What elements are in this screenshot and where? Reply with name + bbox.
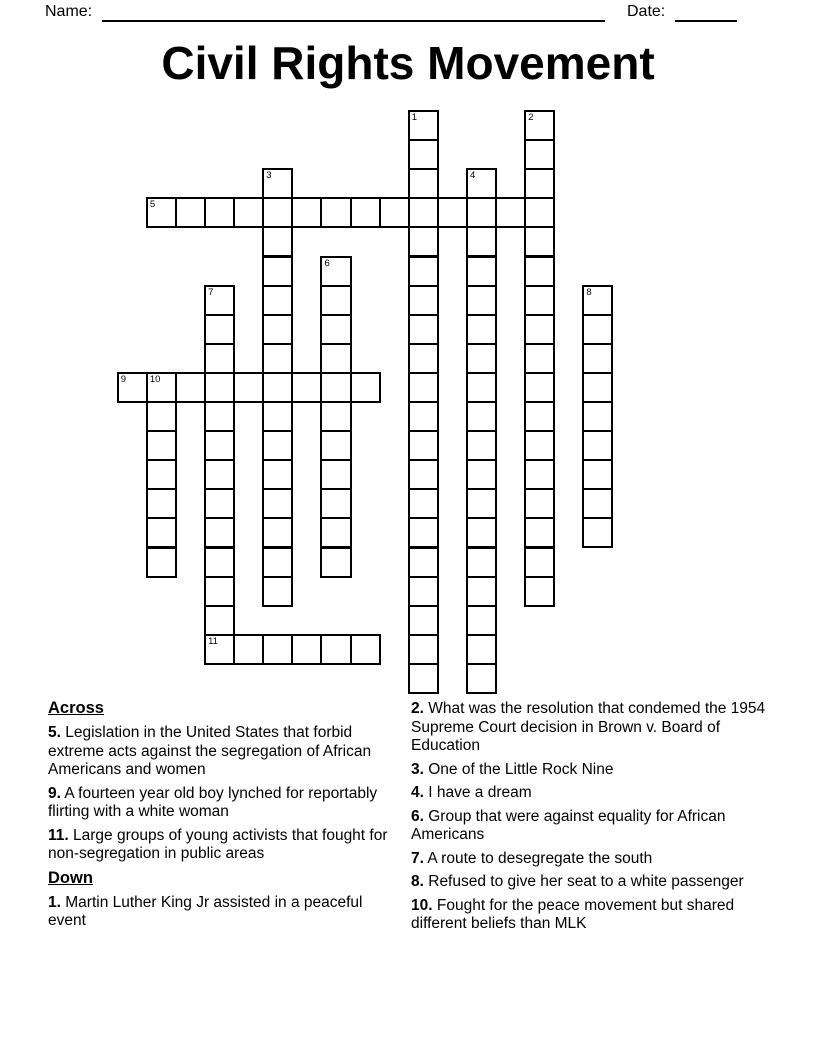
grid-cell[interactable]: [466, 430, 497, 461]
grid-cell[interactable]: [582, 430, 613, 461]
grid-cell[interactable]: [524, 372, 555, 403]
grid-cell[interactable]: [466, 197, 497, 228]
clue-text: Fought for the peace movement but shared different beliefs than MLK: [411, 896, 735, 932]
grid-cell[interactable]: [524, 488, 555, 519]
grid-cell[interactable]: [524, 459, 555, 490]
grid-cell[interactable]: [408, 285, 439, 316]
cell-number: 2: [528, 112, 534, 123]
grid-cell[interactable]: [524, 226, 555, 257]
grid-cell[interactable]: [291, 634, 322, 665]
grid-cell[interactable]: [204, 517, 235, 548]
grid-cell[interactable]: [466, 256, 497, 287]
grid-cell[interactable]: [320, 372, 351, 403]
grid-cell[interactable]: [320, 197, 351, 228]
clue-number: 3.: [411, 760, 424, 778]
grid-cell[interactable]: [175, 197, 206, 228]
grid-cell[interactable]: [408, 401, 439, 432]
grid-cell[interactable]: [524, 110, 555, 141]
grid-cell[interactable]: [204, 343, 235, 374]
grid-cell[interactable]: [204, 547, 235, 578]
grid-cell[interactable]: [408, 576, 439, 607]
grid-cell[interactable]: [582, 314, 613, 345]
grid-cell[interactable]: [262, 372, 293, 403]
grid-cell[interactable]: [320, 517, 351, 548]
page-title: Civil Rights Movement: [161, 37, 655, 89]
grid-cell[interactable]: [204, 314, 235, 345]
grid-cell[interactable]: [466, 547, 497, 578]
grid-cell[interactable]: [146, 517, 177, 548]
grid-cell[interactable]: [466, 459, 497, 490]
grid-cell[interactable]: [204, 401, 235, 432]
grid-cell[interactable]: [146, 197, 177, 228]
grid-cell[interactable]: [320, 634, 351, 665]
grid-cell[interactable]: [320, 488, 351, 519]
clue-down-3: [411, 761, 787, 780]
grid-cell[interactable]: [408, 343, 439, 374]
clue-down-7: [411, 850, 787, 869]
grid-cell[interactable]: [320, 256, 351, 287]
grid-cell[interactable]: [320, 314, 351, 345]
cell-number: 5: [149, 199, 156, 211]
cell-number: 8: [586, 286, 592, 298]
grid-cell[interactable]: [524, 197, 555, 228]
grid-cell[interactable]: [146, 488, 177, 519]
date-label: Date:: [627, 3, 666, 20]
clue-across-9: [48, 785, 398, 822]
grid-cell[interactable]: [320, 343, 351, 374]
grid-cell[interactable]: [408, 256, 439, 287]
grid-cell[interactable]: [466, 168, 497, 199]
grid-cell[interactable]: [408, 663, 439, 694]
grid-cell[interactable]: [350, 634, 381, 665]
grid-cell[interactable]: [466, 576, 497, 607]
grid-cell[interactable]: [408, 372, 439, 403]
grid-cell[interactable]: [204, 372, 235, 403]
grid-cell[interactable]: [408, 226, 439, 257]
grid-cell[interactable]: [524, 401, 555, 432]
grid-cell[interactable]: [437, 197, 468, 228]
grid-cell[interactable]: [466, 343, 497, 374]
grid-cell[interactable]: [524, 139, 555, 170]
grid-cell[interactable]: [408, 488, 439, 519]
clue-across-11: [48, 827, 398, 864]
clues-heading-down: Down: [48, 868, 93, 887]
date-fill-line[interactable]: [675, 3, 737, 22]
clue-text: Large groups of young activists that fought for non-segregation in public areas: [48, 826, 388, 862]
cell-number: 1: [411, 112, 418, 123]
clue-down-1: [48, 894, 398, 931]
clue-number: 11.: [48, 826, 69, 844]
clue-text: Martin Luther King Jr assisted in a peaceful event: [48, 893, 363, 929]
grid-cell[interactable]: [350, 197, 381, 228]
grid-cell[interactable]: [204, 488, 235, 519]
grid-cell[interactable]: [466, 517, 497, 548]
grid-cell[interactable]: [466, 634, 497, 665]
clue-text: A fourteen year old boy lynched for reportably flirting with a white woman: [48, 784, 378, 820]
grid-cell[interactable]: [466, 314, 497, 345]
grid-cell[interactable]: [582, 459, 613, 490]
grid-cell[interactable]: [408, 634, 439, 665]
clue-number: 1.: [48, 893, 61, 911]
cell-number: 9: [120, 373, 127, 385]
clue-text: What was the resolution that condemed the 1954 Supreme Court decision in Brown v. Board of Education: [411, 700, 766, 754]
grid-cell[interactable]: [582, 343, 613, 374]
grid-cell[interactable]: [524, 256, 555, 287]
grid-cell[interactable]: [262, 285, 293, 316]
clue-number: 9.: [48, 784, 61, 802]
grid-cell[interactable]: [233, 634, 264, 665]
clue-text: I have a dream: [423, 784, 532, 801]
clue-text: Refused to give her seat to a white passenger: [423, 873, 744, 890]
grid-cell[interactable]: [524, 168, 555, 199]
grid-cell[interactable]: [204, 285, 235, 316]
cell-number: 11: [208, 635, 218, 647]
grid-cell[interactable]: [524, 285, 555, 316]
grid-cell[interactable]: [408, 430, 439, 461]
grid-cell[interactable]: [408, 459, 439, 490]
grid-cell[interactable]: [204, 576, 235, 607]
name-fill-line[interactable]: [102, 3, 605, 22]
grid-cell[interactable]: [262, 547, 293, 578]
grid-cell[interactable]: [582, 517, 613, 548]
grid-cell[interactable]: [117, 372, 148, 403]
cell-number: 3: [266, 170, 272, 182]
grid-cell[interactable]: [495, 197, 526, 228]
grid-cell[interactable]: [146, 372, 177, 403]
grid-cell[interactable]: [320, 401, 351, 432]
grid-cell[interactable]: [524, 343, 555, 374]
grid-cell[interactable]: [582, 285, 613, 316]
grid-cell[interactable]: [524, 430, 555, 461]
grid-cell[interactable]: [466, 605, 497, 636]
grid-cell[interactable]: [175, 372, 206, 403]
grid-cell[interactable]: [204, 430, 235, 461]
name-label: Name:: [45, 3, 93, 20]
grid-cell[interactable]: [262, 314, 293, 345]
clue-down-2: [411, 700, 787, 756]
clue-number: 4.: [411, 784, 424, 801]
grid-cell[interactable]: [408, 139, 439, 170]
grid-cell[interactable]: [408, 110, 439, 141]
grid-cell[interactable]: [262, 168, 293, 199]
grid-cell[interactable]: [408, 197, 439, 228]
grid-cell[interactable]: [262, 576, 293, 607]
grid-cell[interactable]: [233, 197, 264, 228]
grid-cell[interactable]: [204, 197, 235, 228]
clue-down-10: [411, 897, 787, 934]
grid-cell[interactable]: [262, 226, 293, 257]
clue-text: One of the Little Rock Nine: [423, 760, 614, 778]
grid-cell[interactable]: [262, 256, 293, 287]
grid-cell[interactable]: [408, 605, 439, 636]
clue-text: Legislation in the United States that forbid extreme acts against the segregation of African Americans and women: [48, 724, 372, 778]
grid-cell[interactable]: [262, 517, 293, 548]
grid-cell[interactable]: [408, 547, 439, 578]
cell-number: 10: [149, 373, 161, 385]
grid-cell[interactable]: [146, 459, 177, 490]
grid-cell[interactable]: [204, 605, 235, 636]
clue-number: 10.: [411, 896, 433, 914]
grid-cell[interactable]: [262, 634, 293, 665]
clue-text: Group that were against equality for African Americans: [411, 807, 726, 843]
clue-down-8: [411, 873, 787, 892]
clue-number: 5.: [48, 724, 61, 741]
grid-cell[interactable]: [408, 168, 439, 199]
grid-cell[interactable]: [466, 285, 497, 316]
clue-number: 8.: [411, 873, 424, 890]
cell-number: 4: [469, 170, 476, 182]
grid-cell[interactable]: [146, 401, 177, 432]
grid-cell[interactable]: [582, 372, 613, 403]
clue-number: 2.: [411, 700, 424, 717]
grid-cell[interactable]: [524, 314, 555, 345]
grid-cell[interactable]: [320, 430, 351, 461]
clues-column-left: [48, 699, 398, 936]
clue-across-5: [48, 724, 398, 780]
grid-cell[interactable]: [466, 226, 497, 257]
grid-cell[interactable]: [262, 343, 293, 374]
grid-cell[interactable]: [379, 197, 410, 228]
clues-column-right: [411, 700, 787, 939]
grid-cell[interactable]: [524, 576, 555, 607]
grid-cell[interactable]: [466, 488, 497, 519]
cell-number: 6: [324, 257, 330, 269]
grid-cell[interactable]: [262, 488, 293, 519]
grid-cell[interactable]: [146, 547, 177, 578]
grid-cell[interactable]: [466, 401, 497, 432]
clues-heading-across: Across: [48, 699, 104, 717]
grid-cell[interactable]: [146, 430, 177, 461]
grid-cell[interactable]: [291, 372, 322, 403]
crossword-grid: [117, 110, 612, 693]
grid-cell[interactable]: [524, 547, 555, 578]
clue-number: 7.: [411, 849, 424, 867]
grid-cell[interactable]: [204, 459, 235, 490]
clue-number: 6.: [411, 807, 424, 825]
grid-cell[interactable]: [582, 488, 613, 519]
grid-cell[interactable]: [466, 372, 497, 403]
clue-text: A route to desegregate the south: [423, 849, 653, 867]
grid-cell[interactable]: [582, 401, 613, 432]
grid-cell[interactable]: [320, 547, 351, 578]
grid-cell[interactable]: [320, 459, 351, 490]
clue-down-4: [411, 784, 787, 803]
grid-cell[interactable]: [466, 663, 497, 694]
grid-cell[interactable]: [408, 314, 439, 345]
grid-cell[interactable]: [262, 401, 293, 432]
grid-cell[interactable]: [291, 197, 322, 228]
clue-down-6: [411, 808, 787, 845]
grid-cell[interactable]: [262, 430, 293, 461]
grid-cell[interactable]: [204, 634, 235, 665]
cell-number: 7: [208, 286, 214, 298]
grid-cell[interactable]: [262, 197, 293, 228]
grid-cell[interactable]: [233, 372, 264, 403]
grid-cell[interactable]: [320, 285, 351, 316]
grid-cell[interactable]: [262, 459, 293, 490]
grid-cell[interactable]: [408, 517, 439, 548]
grid-cell[interactable]: [350, 372, 381, 403]
grid-cell[interactable]: [524, 517, 555, 548]
